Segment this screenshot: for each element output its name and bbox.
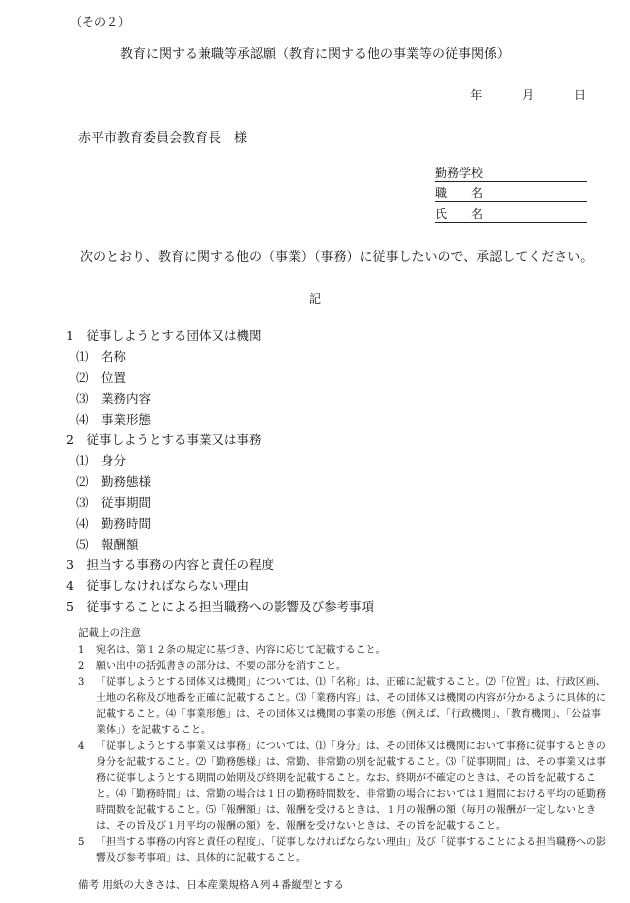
list-item: ⑷ 勤務時間 xyxy=(76,516,152,531)
note-text: 「担当する事務の内容と責任の程度」、「従事しなければならない理由」及び「従事することによる担当職務への影響及び参考事項」は、具体的に記載すること。 xyxy=(96,837,606,864)
list-item: ⑶ 業務内容 xyxy=(76,391,152,406)
addressee: 赤平市教育委員会教育長 様 xyxy=(78,131,248,146)
signature-label-school: 勤務学校 xyxy=(435,166,484,180)
request-text: 次のとおり、教育に関する他の（事業）（事務）に従事したいので、承認してください。 xyxy=(80,250,594,265)
list-item: ⑴ 名称 xyxy=(76,349,127,364)
note-number: 4 xyxy=(78,741,85,752)
remark: 備考 用紙の大きさは、日本産業規格Ａ列４番縦型とする xyxy=(78,879,344,891)
signature-label-position: 職 名 xyxy=(435,186,484,200)
list-item: 3 担当する事務の内容と責任の程度 xyxy=(66,557,274,572)
date-year: 年 xyxy=(470,88,483,102)
list-item: 1 従事しようとする団体又は機関 xyxy=(66,328,262,343)
date-line xyxy=(448,86,586,103)
list-item: ⑴ 身分 xyxy=(76,453,127,468)
list-item: ⑸ 報酬額 xyxy=(76,537,139,552)
signature-field-name[interactable] xyxy=(435,205,587,223)
list-item: 4 従事しなければならない理由 xyxy=(66,578,249,593)
list-item: ⑵ 勤務態様 xyxy=(76,474,152,489)
date-month: 月 xyxy=(522,88,535,102)
note-number: 3 xyxy=(78,677,85,688)
list-item: 2 従事しようとする事業又は事務 xyxy=(66,432,262,447)
document-title: 教育に関する兼職等承認願（教育に関する他の事業等の従事関係） xyxy=(119,47,510,62)
note-number: 1 xyxy=(78,645,85,656)
date-day: 日 xyxy=(573,88,586,102)
note-text: 宛名は、第１２条の規定に基づき、内容に応じて記載すること。 xyxy=(96,645,386,656)
note-number: 5 xyxy=(78,837,85,848)
ki-heading: 記 xyxy=(308,292,321,306)
signature-field-position[interactable] xyxy=(435,184,587,202)
list-item: 5 従事することによる担当職務への影響及び参考事項 xyxy=(66,599,374,614)
sheet-label: （その２） xyxy=(70,15,131,29)
list-item: ⑶ 従事期間 xyxy=(76,495,152,510)
notes-heading: 記載上の注意 xyxy=(78,627,141,639)
note-text: 「従事しようとする事業又は事務」については、⑴「身分」は、その団体又は機関において事務に従事するときの身分を記載すること。⑵「勤務態様」は、常勤、非常勤の別を記載すること。⑶「従事期間」は、その事業又は事務に従事しようとする期間の始期及び終期を記載すること。なお、終期が不確定のときは、その旨を記載すること。⑷「勤務時間」は、常勤の場合は１日の勤務時間数を、非常勤の場合においては１週間における平均の延勤務時間数を記載すること。⑸「報酬額」は、報酬を受けるときは、１月の報酬の額（毎月の報酬が一定しないときは、その旨及び１月平均の報酬の額）を、報酬を受けないときは、その旨を記載すること。 xyxy=(96,741,606,832)
note-number: 2 xyxy=(78,661,85,672)
note-text: 願い出中の括弧書きの部分は、不要の部分を消すこと。 xyxy=(96,661,346,672)
signature-label-name: 氏 名 xyxy=(435,207,484,221)
list-item: ⑷ 事業形態 xyxy=(76,412,152,427)
note-text: 「従事しようとする団体又は機関」については、⑴「名称」は、正確に記載すること。⑵「位置」は、行政区画、土地の名称及び地番を正確に記載すること。⑶「業務内容」は、その団体又は機関の内容が分かるように具体的に記載すること。⑷「事業形態」は、その団体又は機関の事業の形態（例えば、「行政機関」、「教育機関」、「公益事業体」）を記載すること。 xyxy=(96,677,606,736)
signature-field-school[interactable] xyxy=(435,164,587,182)
list-item: ⑵ 位置 xyxy=(76,370,127,385)
